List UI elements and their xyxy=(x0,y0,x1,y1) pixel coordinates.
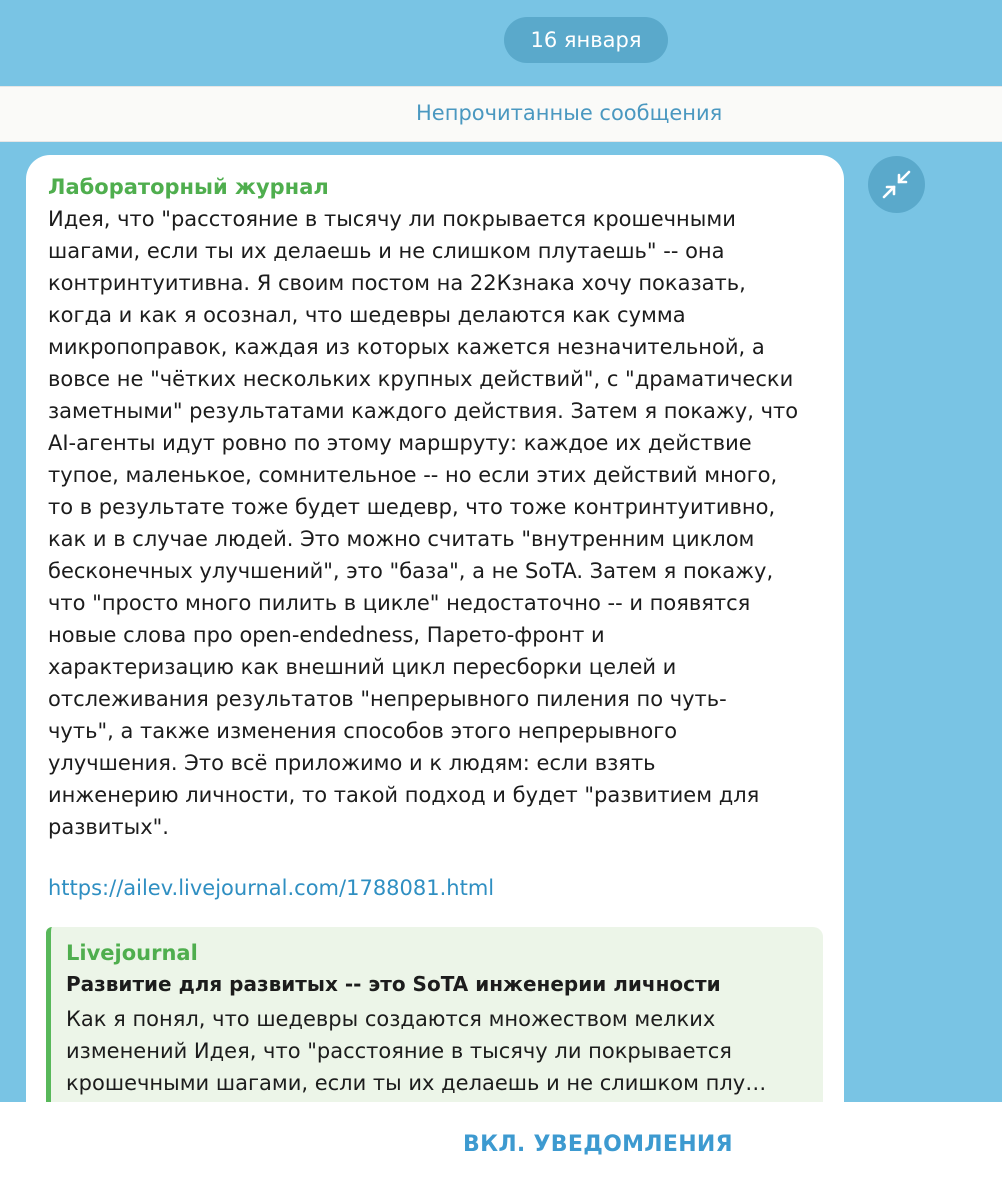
bottom-bar xyxy=(0,1102,1002,1190)
date-badge: 16 января xyxy=(504,17,668,63)
collapse-button[interactable] xyxy=(868,156,925,213)
enable-notifications-button[interactable]: ВКЛ. УВЕДОМЛЕНИЯ xyxy=(463,1132,733,1157)
preview-description: Как я понял, что шедевры создаются множеством мелких изменений Идея, что "расстояние в тысячу ли покрывается крошечными шагами, если ты их делаешь и не слишком плу… xyxy=(66,1007,767,1095)
preview-site-name: Livejournal xyxy=(66,941,198,965)
collapse-arrows-icon xyxy=(880,168,913,201)
message-bubble xyxy=(26,155,844,1155)
message-sender[interactable]: Лабораторный журнал xyxy=(48,175,329,199)
unread-messages-divider xyxy=(0,86,1002,142)
message-link[interactable]: https://ailev.livejournal.com/1788081.html xyxy=(48,876,495,900)
preview-title: Развитие для развитых -- это SoTA инженерии личности xyxy=(66,972,721,996)
unread-messages-label: Непрочитанные сообщения xyxy=(416,101,723,125)
message-text: Идея, что "расстояние в тысячу ли покрывается крошечными шагами, если ты их делаешь и не слишком плутаешь" -- она контринтуитивна. Я своим постом на 22Кзнака хочу показать, когда и как я осознал, что шедевры делаются как сумма микропоправок, каждая из которых кажется незначительной, а вовсе не "чётких нескольких крупных действий", с "драматически заметными" результатами каждого действия. Затем я покажу, что AI-агенты идут ровно по этому маршруту: каждое их действие тупое, маленькое, сомнительное -- но если этих действий много, то в результате тоже будет шедевр, что тоже контринтуитивно, как и в случае людей. Это можно считать "внутренним циклом бесконечных улучшений", это "база", а не SoTA. Затем я покажу, что "просто много пилить в цикле" недостаточно -- и появятся новые слова про open-endedness, Парето-фронт и характеризацию как внешний цикл пересборки целей и отслеживания результатов "непрерывного пиления по чуть- чуть", а также изменения способов этого непрерывного улучшения. Это всё приложимо и к людям: если взять инженерию личности, то такой подход и будет "развитием для развитых". xyxy=(48,207,799,839)
